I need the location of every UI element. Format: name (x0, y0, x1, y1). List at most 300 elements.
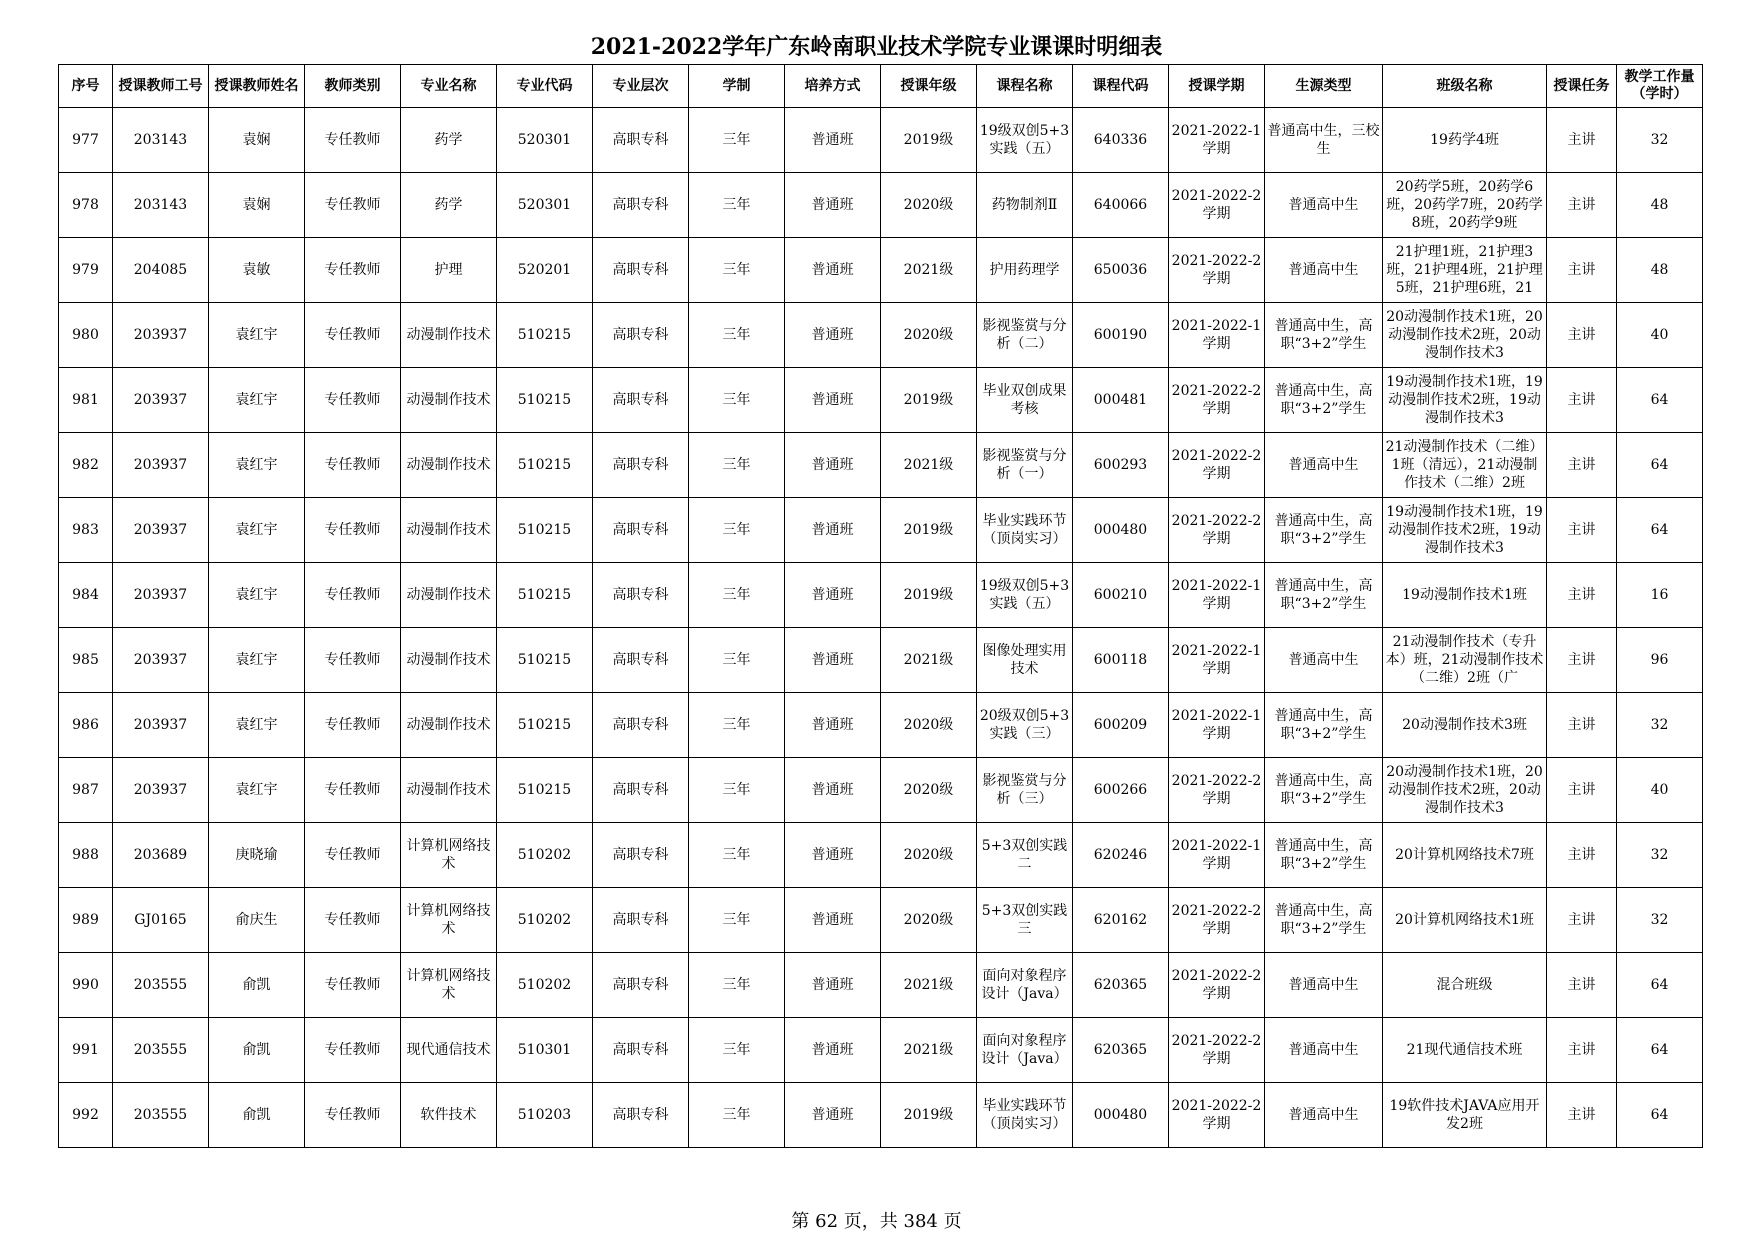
table-cell (1265, 108, 1383, 173)
table-cell (593, 823, 689, 888)
cell-text: 普通高中生 (1288, 1042, 1359, 1058)
cell-text: 面向对象程序设计（Java） (981, 968, 1068, 1002)
table-cell (59, 368, 113, 433)
table-cell (1169, 303, 1265, 368)
cell-text: 21护理1班，21护理3班，21护理4班，21护理5班，21护理6班，21 (1386, 244, 1543, 296)
table-cell (1617, 433, 1703, 498)
cell-text: 主讲 (1567, 327, 1596, 343)
cell-text: 510215 (517, 587, 572, 603)
table-cell (1073, 563, 1169, 628)
table-cell (59, 953, 113, 1018)
cell-text: 普通班 (811, 132, 854, 148)
cell-text: 203937 (133, 587, 188, 603)
table-cell (1265, 693, 1383, 758)
table-cell (593, 108, 689, 173)
cell-text: 19动漫制作技术1班 (1402, 587, 1527, 603)
table-cell (1383, 628, 1547, 693)
table-cell (1383, 108, 1547, 173)
cell-text: 专任教师 (324, 522, 381, 538)
table-cell (977, 628, 1073, 693)
cell-text: 专任教师 (324, 782, 381, 798)
table-cell (401, 693, 497, 758)
cell-text: 三年 (722, 782, 751, 798)
cell-text: 袁红宇 (235, 392, 278, 408)
table-cell (401, 563, 497, 628)
cell-text: 专任教师 (324, 1042, 381, 1058)
cell-text: 203937 (133, 392, 188, 408)
table-row (59, 1018, 1703, 1083)
cell-text: 影视鉴赏与分析（二） (982, 318, 1067, 352)
table-cell (881, 1018, 977, 1083)
cell-text: 650036 (1093, 262, 1148, 278)
cell-text: 2021-2022-1学期 (1171, 838, 1262, 872)
table-cell (785, 303, 881, 368)
table-cell (1547, 108, 1617, 173)
cell-text: 19药学4班 (1430, 132, 1499, 148)
cell-text: 袁娴 (242, 197, 271, 213)
cell-text: 专任教师 (324, 912, 381, 928)
cell-text: 专任教师 (324, 717, 381, 733)
table-cell (1265, 823, 1383, 888)
cell-text: 三年 (722, 327, 751, 343)
table-cell (1383, 433, 1547, 498)
table-cell (593, 628, 689, 693)
table-cell (1169, 238, 1265, 303)
cell-text: 977 (72, 132, 99, 148)
cell-text: 980 (72, 327, 99, 343)
table-cell (209, 888, 305, 953)
cell-text: 620162 (1093, 912, 1148, 928)
table-cell (977, 758, 1073, 823)
cell-text: 三年 (722, 522, 751, 538)
table-cell (1073, 823, 1169, 888)
table-cell (1617, 953, 1703, 1018)
table-cell (209, 173, 305, 238)
cell-text: 48 (1650, 262, 1669, 278)
table-cell (497, 628, 593, 693)
table-cell (785, 238, 881, 303)
cell-text: 16 (1650, 587, 1669, 603)
table-cell (785, 758, 881, 823)
table-cell (209, 1083, 305, 1148)
cell-text: 510215 (517, 522, 572, 538)
table-cell (689, 498, 785, 563)
table-cell (785, 1018, 881, 1083)
table-cell (689, 1083, 785, 1148)
cell-text: 510215 (517, 782, 572, 798)
table-cell (689, 433, 785, 498)
table-cell (881, 823, 977, 888)
table-cell (881, 433, 977, 498)
table-cell (1169, 693, 1265, 758)
table-cell (1169, 1083, 1265, 1148)
table-cell (1617, 368, 1703, 433)
table-cell (209, 628, 305, 693)
column-header: 班级名称 (1383, 65, 1547, 108)
table-cell (977, 823, 1073, 888)
table-cell (401, 498, 497, 563)
table-cell (1547, 498, 1617, 563)
table-cell (497, 173, 593, 238)
table-cell (113, 628, 209, 693)
cell-text: 三年 (722, 717, 751, 733)
cell-text: 520301 (517, 132, 572, 148)
table-cell (401, 1018, 497, 1083)
table-cell (1547, 1018, 1617, 1083)
cell-text: 510202 (517, 912, 572, 928)
cell-text: 动漫制作技术 (406, 522, 491, 538)
table-cell (401, 1083, 497, 1148)
table-cell (593, 563, 689, 628)
table-cell (689, 758, 785, 823)
cell-text: 护用药理学 (989, 262, 1060, 278)
cell-text: 640066 (1093, 197, 1148, 213)
cell-text: 动漫制作技术 (406, 457, 491, 473)
table-cell (497, 563, 593, 628)
cell-text: 20级双创5+3实践（三） (979, 708, 1070, 742)
table-cell (305, 563, 401, 628)
table-cell (113, 1083, 209, 1148)
cell-text: 专任教师 (324, 457, 381, 473)
table-cell (113, 758, 209, 823)
table-cell (209, 1018, 305, 1083)
cell-text: 主讲 (1567, 197, 1596, 213)
table-cell (593, 693, 689, 758)
table-cell (1617, 693, 1703, 758)
table-cell (1383, 1083, 1547, 1148)
table-cell (497, 1018, 593, 1083)
cell-text: 2020级 (903, 197, 954, 213)
table-cell (785, 693, 881, 758)
column-header: 教师类别 (305, 65, 401, 108)
cell-text: 19级双创5+3实践（五） (979, 123, 1070, 157)
cell-text: 普通高中生，高职“3+2”学生 (1274, 318, 1373, 352)
table-cell (1169, 888, 1265, 953)
table-cell (977, 173, 1073, 238)
table-cell (881, 628, 977, 693)
table-cell (59, 693, 113, 758)
cell-text: 510202 (517, 977, 572, 993)
table-row (59, 823, 1703, 888)
table-cell (497, 108, 593, 173)
cell-text: 2021-2022-2学期 (1171, 188, 1262, 222)
table-cell (1073, 1018, 1169, 1083)
table-cell (1617, 628, 1703, 693)
table-cell (59, 238, 113, 303)
table-cell (1169, 628, 1265, 693)
table-cell (1265, 368, 1383, 433)
cell-text: 主讲 (1567, 912, 1596, 928)
cell-text: 2021-2022-1学期 (1171, 318, 1262, 352)
page-title: 2021-2022学年广东岭南职业技术学院专业课课时明细表 (590, 34, 1163, 60)
cell-text: 000480 (1093, 522, 1148, 538)
table-cell (113, 498, 209, 563)
cell-text: 985 (72, 652, 99, 668)
table-cell (59, 1083, 113, 1148)
cell-text: 203937 (133, 457, 188, 473)
table-cell (1169, 108, 1265, 173)
table-cell (785, 108, 881, 173)
cell-text: 普通班 (811, 652, 854, 668)
table-cell (1073, 1083, 1169, 1148)
cell-text: 2020级 (903, 912, 954, 928)
table-row (59, 758, 1703, 823)
cell-text: 520201 (517, 262, 572, 278)
cell-text: 普通高中生，高职“3+2”学生 (1274, 513, 1373, 547)
table-cell (689, 368, 785, 433)
cell-text: 袁红宇 (235, 457, 278, 473)
cell-text: 32 (1650, 717, 1669, 733)
table-cell (1617, 498, 1703, 563)
cell-text: 主讲 (1567, 457, 1596, 473)
cell-text: 2019级 (903, 522, 954, 538)
column-header: 生源类型 (1265, 65, 1383, 108)
table-cell (209, 108, 305, 173)
cell-text: 203555 (133, 1107, 188, 1123)
cell-text: 专任教师 (324, 392, 381, 408)
table-cell (1383, 368, 1547, 433)
cell-text: 普通班 (811, 197, 854, 213)
table-cell (593, 1018, 689, 1083)
table-cell (1169, 563, 1265, 628)
cell-text: 981 (72, 392, 99, 408)
cell-text: 510202 (517, 847, 572, 863)
table-cell (305, 433, 401, 498)
cell-text: 普通班 (811, 327, 854, 343)
table-cell (209, 238, 305, 303)
table-cell (59, 823, 113, 888)
table-cell (497, 368, 593, 433)
cell-text: 动漫制作技术 (406, 652, 491, 668)
cell-text: 203555 (133, 977, 188, 993)
table-cell (497, 433, 593, 498)
table-cell (1383, 758, 1547, 823)
table-cell (593, 498, 689, 563)
table-cell (1383, 953, 1547, 1018)
cell-text: 三年 (722, 392, 751, 408)
column-header: 培养方式 (785, 65, 881, 108)
cell-text: 2019级 (903, 1107, 954, 1123)
table-cell (785, 498, 881, 563)
cell-text: 主讲 (1567, 587, 1596, 603)
cell-text: 2021-2022-2学期 (1171, 253, 1262, 287)
cell-text: 高职专科 (612, 717, 669, 733)
table-cell (1383, 563, 1547, 628)
table-cell (401, 433, 497, 498)
table-cell (401, 758, 497, 823)
cell-text: 主讲 (1567, 392, 1596, 408)
table-cell (977, 1018, 1073, 1083)
cell-text: 2020级 (903, 847, 954, 863)
course-hours-table (58, 64, 1703, 1148)
table-cell (1617, 173, 1703, 238)
cell-text: 2021-2022-2学期 (1171, 968, 1262, 1002)
table-cell (689, 628, 785, 693)
cell-text: 20计算机网络技术1班 (1395, 912, 1534, 928)
table-cell (689, 693, 785, 758)
table-cell (113, 108, 209, 173)
table-cell (209, 368, 305, 433)
table-cell (401, 238, 497, 303)
table-cell (593, 238, 689, 303)
cell-text: 普通高中生 (1288, 197, 1359, 213)
cell-text: 203937 (133, 717, 188, 733)
table-cell (1383, 1018, 1547, 1083)
table-cell (785, 953, 881, 1018)
table-cell (59, 173, 113, 238)
table-cell (977, 693, 1073, 758)
table-cell (1265, 238, 1383, 303)
table-cell (1383, 173, 1547, 238)
table-cell (113, 693, 209, 758)
cell-text: 专任教师 (324, 652, 381, 668)
column-header: 专业层次 (593, 65, 689, 108)
table-cell (1617, 823, 1703, 888)
cell-text: 21动漫制作技术（专升本）班，21动漫制作技术（二维）2班（广 (1385, 634, 1544, 686)
table-row (59, 433, 1703, 498)
cell-text: 袁红宇 (235, 327, 278, 343)
table-row (59, 498, 1703, 563)
table-cell (209, 433, 305, 498)
cell-text: 2021-2022-1学期 (1171, 123, 1262, 157)
table-cell (1547, 823, 1617, 888)
table-cell (1169, 368, 1265, 433)
table-cell (593, 758, 689, 823)
table-cell (785, 368, 881, 433)
table-cell (785, 433, 881, 498)
table-cell (59, 433, 113, 498)
cell-text: 983 (72, 522, 99, 538)
table-cell (1547, 173, 1617, 238)
table-cell (593, 433, 689, 498)
table-cell (305, 888, 401, 953)
table-cell (1617, 108, 1703, 173)
table-cell (1265, 628, 1383, 693)
table-cell (593, 1083, 689, 1148)
table-cell (881, 1083, 977, 1148)
cell-text: 普通班 (811, 782, 854, 798)
table-cell (1617, 888, 1703, 953)
table-cell (1073, 498, 1169, 563)
table-cell (305, 953, 401, 1018)
cell-text: 高职专科 (612, 132, 669, 148)
cell-text: 600209 (1093, 717, 1148, 733)
cell-text: 203937 (133, 327, 188, 343)
cell-text: 203937 (133, 652, 188, 668)
cell-text: 2021级 (903, 1042, 954, 1058)
cell-text: 203143 (133, 132, 188, 148)
cell-text: 2021-2022-1学期 (1171, 578, 1262, 612)
cell-text: 620365 (1093, 1042, 1148, 1058)
cell-text: 64 (1650, 1042, 1669, 1058)
table-cell (1265, 953, 1383, 1018)
table-cell (1265, 173, 1383, 238)
table-cell (785, 888, 881, 953)
cell-text: 动漫制作技术 (406, 782, 491, 798)
table-cell (689, 303, 785, 368)
table-cell (785, 173, 881, 238)
cell-text: 203937 (133, 522, 188, 538)
cell-text: 987 (72, 782, 99, 798)
table-cell (1073, 888, 1169, 953)
table-cell (497, 303, 593, 368)
table-cell (113, 303, 209, 368)
cell-text: 庚晓瑜 (235, 847, 278, 863)
table-cell (305, 108, 401, 173)
table-cell (209, 953, 305, 1018)
page-number: 第 62 页，共 384 页 (791, 1211, 962, 1232)
cell-text: 毕业双创成果考核 (982, 383, 1067, 417)
table-cell (881, 953, 977, 1018)
cell-text: 普通班 (811, 977, 854, 993)
cell-text: 510301 (517, 1042, 572, 1058)
table-cell (689, 1018, 785, 1083)
table-row (59, 173, 1703, 238)
cell-text: 专任教师 (324, 977, 381, 993)
table-cell (497, 953, 593, 1018)
cell-text: 三年 (722, 977, 751, 993)
cell-text: 510215 (517, 392, 572, 408)
table-cell (1547, 888, 1617, 953)
cell-text: 2021-2022-2学期 (1171, 448, 1262, 482)
cell-text: 主讲 (1567, 1042, 1596, 1058)
cell-text: 984 (72, 587, 99, 603)
table-cell (113, 823, 209, 888)
cell-text: 主讲 (1567, 262, 1596, 278)
cell-text: 动漫制作技术 (406, 717, 491, 733)
cell-text: 主讲 (1567, 1107, 1596, 1123)
table-cell (977, 238, 1073, 303)
cell-text: 药物制剂Ⅱ (991, 197, 1058, 213)
table-cell (881, 758, 977, 823)
table-cell (1073, 433, 1169, 498)
table-cell (401, 628, 497, 693)
cell-text: 普通高中生 (1288, 1107, 1359, 1123)
cell-text: 三年 (722, 1107, 751, 1123)
cell-text: 991 (72, 1042, 99, 1058)
cell-text: 978 (72, 197, 99, 213)
table-cell (305, 758, 401, 823)
cell-text: 2020级 (903, 782, 954, 798)
cell-text: 000480 (1093, 1107, 1148, 1123)
cell-text: 21现代通信技术班 (1406, 1042, 1523, 1058)
table-cell (1547, 628, 1617, 693)
cell-text: 2021-2022-2学期 (1171, 903, 1262, 937)
table-cell (401, 888, 497, 953)
table-cell (593, 173, 689, 238)
table-cell (305, 628, 401, 693)
cell-text: 40 (1650, 327, 1669, 343)
cell-text: 600266 (1093, 782, 1148, 798)
cell-text: 高职专科 (612, 262, 669, 278)
cell-text: 高职专科 (612, 912, 669, 928)
cell-text: 5+3双创实践二 (981, 838, 1068, 872)
table-cell (1265, 758, 1383, 823)
cell-text: 高职专科 (612, 847, 669, 863)
column-header: 授课学期 (1169, 65, 1265, 108)
table-cell (785, 823, 881, 888)
table-row (59, 108, 1703, 173)
table-cell (113, 953, 209, 1018)
cell-text: 俞凯 (242, 1107, 271, 1123)
table-cell (59, 303, 113, 368)
table-row (59, 368, 1703, 433)
table-cell (785, 1083, 881, 1148)
table-cell (1547, 433, 1617, 498)
table-cell (689, 953, 785, 1018)
cell-text: 高职专科 (612, 392, 669, 408)
table-cell (209, 303, 305, 368)
